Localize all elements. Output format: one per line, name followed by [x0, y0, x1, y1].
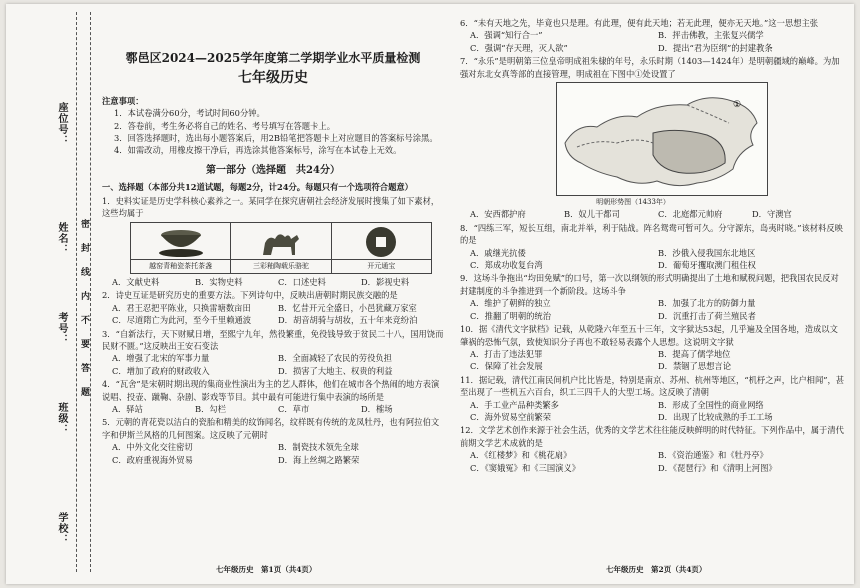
- exam-no-label: 考号：: [56, 312, 67, 345]
- option-a[interactable]: A．驿站: [112, 403, 143, 414]
- option-c[interactable]: C．口述史料: [278, 276, 326, 287]
- options: [460, 449, 846, 474]
- option-b[interactable]: B．形成了全国性的商业网络: [658, 399, 764, 410]
- options: [102, 441, 444, 466]
- question-stem: 3．“自新法行，天下财赋日增，至熙宁九年，然役繁重，免役钱导致于贫民二十八，国用饶而民财不匮。”这反映出王安石变法: [102, 328, 444, 351]
- options: [102, 403, 444, 415]
- question-10: [460, 323, 846, 373]
- question-stem: 5．元朝的青花瓷以洁白的瓷胎和精美的纹饰闻名，纹样既有传统的龙凤牡丹，也有阿拉伯文字和伊斯兰风格的几何图案。这反映了元朝时: [102, 417, 440, 440]
- notice-item: 3．回答选择题时，选出每小题答案后，用2B铅笔把答题卡上对应题目的答案标号涂黑。: [114, 133, 438, 144]
- option-b[interactable]: B．加强了北方的防御力量: [658, 298, 756, 309]
- option-d[interactable]: D．损害了大地主、权贵的利益: [278, 365, 393, 376]
- left-column: [102, 32, 444, 466]
- question-stem: 9．这场斗争拖出“均田免赋”的口号，第一次以纲领的形式明确提出了土地和赋税问题，把我国农民反对封建制度的斗争推进到一个新阶段。这场斗争: [460, 273, 839, 296]
- page-footer-right: 七年级历史 第2页（共4页）: [606, 565, 707, 574]
- binding-margin: [6, 4, 102, 584]
- school-label: 学校：: [56, 512, 67, 545]
- option-d[interactable]: D．榷场: [361, 403, 393, 414]
- artifact-tea-cup: [131, 223, 231, 272]
- map-caption: 明朝形势图（1433年）: [596, 198, 670, 207]
- option-a[interactable]: A．安西都护府: [470, 209, 526, 220]
- option-c[interactable]: C．草市: [278, 403, 310, 414]
- page-footer-left: 七年级历史 第1页（共4页）: [216, 565, 317, 574]
- question-2: [102, 289, 444, 326]
- artifact-caption: 开元通宝: [332, 259, 431, 272]
- option-a[interactable]: A．增强了北宋的军事力量: [112, 353, 210, 364]
- name-label: 姓名：: [56, 222, 67, 255]
- option-a[interactable]: A．戚继光抗倭: [470, 247, 526, 258]
- exam-subject: 七年级历史: [238, 70, 308, 87]
- option-d[interactable]: D．影视史料: [361, 276, 410, 287]
- option-c[interactable]: C．政府重视海外贸易: [112, 454, 194, 465]
- option-b[interactable]: B．实物史料: [195, 276, 243, 287]
- seal-line-text: 密封线内不要答题: [79, 219, 89, 411]
- question-11: [460, 374, 846, 424]
- question-6: [460, 17, 846, 54]
- option-b[interactable]: B．沙俄入侵我国东北地区: [658, 247, 756, 258]
- option-a[interactable]: A．打击了违法犯罪: [470, 348, 543, 359]
- notice-item: 2．答卷前，考生务必将自己的姓名、考号填写在答题卡上。: [114, 120, 335, 131]
- option-c[interactable]: C．推翻了明朝的统治: [470, 310, 552, 321]
- option-a[interactable]: A．文献史料: [112, 276, 160, 287]
- options: [460, 399, 846, 424]
- notice-block: [102, 95, 444, 157]
- options: [460, 247, 846, 272]
- option-a[interactable]: A．君王忍把平陈业，只换雷塘数亩田: [112, 302, 251, 313]
- options: [460, 297, 846, 322]
- option-d[interactable]: D．提出“君为臣纲”的封建教条: [658, 42, 773, 53]
- option-d[interactable]: D．禁锢了思想言论: [658, 361, 732, 372]
- option-d[interactable]: D．海上丝绸之路繁荣: [278, 454, 360, 465]
- question-stem: 12．文学艺术创作来源于社会生活，优秀的文学艺术往往能反映鲜明的时代特征。下列作品中，属于清代前期文学艺术成就的是: [460, 425, 844, 448]
- part1-heading: 第一部分（选择题 共24分）: [206, 164, 340, 176]
- options: [102, 352, 444, 377]
- ming-map: [556, 82, 768, 196]
- option-c[interactable]: C．强调“存天理，灭人欲”: [470, 42, 568, 53]
- exam-title: 鄠邑区2024—2025学年度第二学期学业水平质量检测: [125, 51, 421, 65]
- notice-heading: 注意事项：: [102, 95, 144, 106]
- option-c[interactable]: C．北庭都元帅府: [658, 209, 723, 220]
- option-b[interactable]: B．奴儿干都司: [564, 209, 620, 220]
- exam-paper: [6, 4, 854, 584]
- option-c[interactable]: C．海外贸易空前繁荣: [470, 411, 552, 422]
- question-stem: 6．“未有天地之先，毕竟也只是理。有此理，便有此天地；若无此理，便亦无天地。”这一思想主张: [460, 18, 819, 28]
- option-b[interactable]: B．忆昔开元全盛日，小邑犹藏万家室: [278, 302, 417, 313]
- option-a[interactable]: A．维护了朝鲜的独立: [470, 298, 551, 309]
- question-stem: 11．据记载，清代江南民间机户比比皆是，特别是南京、苏州、杭州等地区，“机杼之声，比户相闻”，甚至出现了一些机五六百台，织工三四千人的大型工场。这反映了清朝: [460, 374, 845, 398]
- options: [460, 348, 846, 373]
- question-stem: 10．据《清代文字狱档》记载，从乾隆六年至五十三年，文字狱达53起，几乎遍及全国各地，造成以文肇祸的恐怖气氛，致使知识分子再也不敢轻易表露个人思想。这说明文字狱: [460, 324, 838, 347]
- question-8: [460, 222, 846, 272]
- question-stem: 1．史料实证是历史学科核心素养之一。某同学在探究唐朝社会经济发展时搜集了如下素材，这些均属于: [102, 195, 440, 219]
- options: [460, 29, 846, 54]
- question-7: [460, 55, 846, 221]
- artifact-images: [130, 222, 432, 273]
- option-d[interactable]: D．《琵琶行》和《清明上河图》: [658, 462, 777, 473]
- option-b[interactable]: B．《资治通鉴》和《牡丹亭》: [658, 450, 768, 461]
- option-d[interactable]: D．出现了比较成熟的手工工场: [658, 411, 773, 422]
- options: [102, 302, 444, 327]
- question-stem: 4．“瓦舍”是宋朝时期出现的集商业性演出为主的艺人群体，他们在城市各个热闹的地方表演说唱、投壶、蹴鞠、杂剧、影戏等节目。其中最有可能进行集中表演的场所是: [102, 379, 440, 402]
- artifact-camel: [231, 223, 331, 272]
- question-3: [102, 328, 444, 378]
- option-b[interactable]: B．制瓷技术领先全球: [278, 442, 359, 453]
- artifact-coin: [332, 223, 431, 272]
- option-b[interactable]: B．抨击佛教，主张复兴儒学: [658, 30, 764, 41]
- option-a[interactable]: A．强调“知行合一”: [470, 30, 543, 41]
- option-c[interactable]: C．《窦娥冤》和《三国演义》: [470, 462, 581, 473]
- option-c[interactable]: C．增加了政府的财政收入: [112, 365, 210, 376]
- option-b[interactable]: B．全面减轻了农民的劳役负担: [278, 353, 392, 364]
- option-d[interactable]: D．葡萄牙攫取澳门租住权: [658, 260, 756, 271]
- question-1: [102, 195, 444, 289]
- option-c[interactable]: C．保障了社会发展: [470, 361, 543, 372]
- options: [102, 276, 444, 288]
- part1-intro: 一、选择题（本部分共12道试题，每题2分，计24分。每题只有一个选项符合题意）: [102, 182, 413, 193]
- seal-dashed-line: [76, 12, 77, 572]
- option-a[interactable]: A．手工业产品种类繁多: [470, 399, 559, 410]
- map-drawing: [557, 83, 767, 195]
- option-a[interactable]: A．中外文化交往密切: [112, 442, 193, 453]
- option-c[interactable]: C．郑成功收复台湾: [470, 260, 543, 271]
- seat-label: 座位号：: [56, 102, 67, 146]
- option-d[interactable]: D．胡音胡骑与胡妆，五十年来竞纷泊: [278, 315, 418, 326]
- question-12: [460, 424, 846, 474]
- question-9: [460, 272, 846, 322]
- option-d[interactable]: D．沉重打击了荷兰殖民者: [658, 310, 756, 321]
- notice-item: 1．本试卷满分60分，考试时间60分钟。: [114, 108, 265, 119]
- notice-item: 4．如需改动，用橡皮擦干净后，再选涂其他答案标号，涂写在本试卷上无效。: [114, 145, 402, 156]
- artifact-caption: 越窑青釉瓷茶托茶盏: [131, 259, 230, 272]
- camel-icon: [251, 225, 311, 259]
- map-marker-1: ①: [733, 100, 742, 111]
- question-stem: 8．“四练三军，短长互组，南北并举，利于陆战。阵名鸳鸯可暂可久。分守源东，岛夷时晓。”该材料反映的是: [460, 222, 843, 246]
- artifact-caption: 三彩釉陶载乐骆驼: [231, 259, 330, 272]
- option-d[interactable]: D．守澳官: [752, 209, 792, 220]
- option-c[interactable]: C．尽道隋亡为此河，至今千里赖通波: [112, 315, 252, 326]
- class-label: 班级：: [56, 402, 67, 435]
- option-b[interactable]: B．提高了儒学地位: [658, 348, 731, 359]
- coin-icon: [351, 225, 411, 259]
- question-stem: 2．诗史互证是研究历史的重要方法。下列诗句中，反映出唐朝时期民族交融的是: [102, 290, 398, 301]
- option-a[interactable]: A．《红楼梦》和《桃花扇》: [470, 450, 572, 461]
- question-stem: 7．“永乐”是明朝第三位皇帝明成祖朱棣的年号，永乐时期（1403—1424年）是明朝疆域的巅峰。为加强对东北女真等部的直接管理，明成祖在下图中①处设置了: [460, 56, 840, 79]
- right-column: [460, 16, 846, 474]
- question-5: [102, 416, 444, 466]
- question-4: [102, 378, 444, 415]
- options: [460, 208, 846, 220]
- tea-cup-icon: [151, 225, 211, 259]
- option-b[interactable]: B．勾栏: [195, 403, 226, 414]
